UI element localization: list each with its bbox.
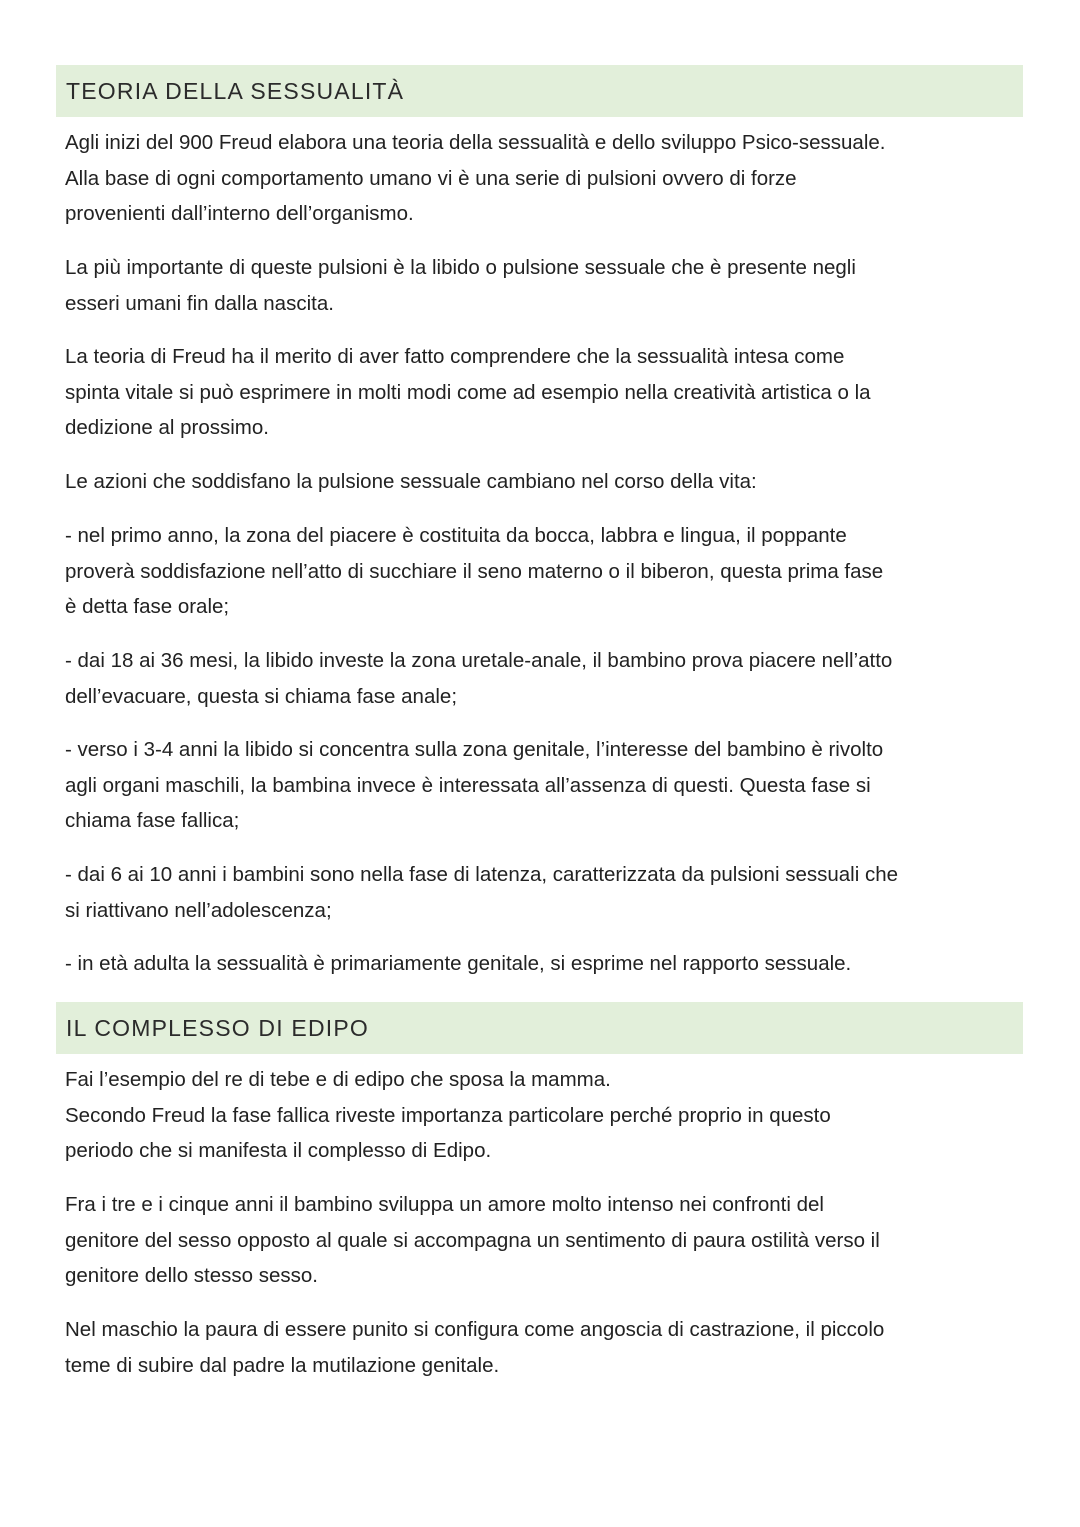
text-line: - nel primo anno, la zona del piacere è costituita da bocca, labbra e lingua, il poppante <box>65 524 847 547</box>
text-line: Nel maschio la paura di essere punito si configura come angoscia di castrazione, il piccolo <box>65 1318 885 1341</box>
section-heading-text: IL COMPLESSO DI EDIPO <box>66 1014 369 1041</box>
text-line: esseri umani fin dalla nascita. <box>65 291 334 315</box>
list-item-eta-adulta <box>65 946 1010 982</box>
text-line: La teoria di Freud ha il merito di aver fatto comprendere che la sessualità intesa come <box>65 345 845 368</box>
text-line: - dai 6 ai 10 anni i bambini sono nella fase di latenza, caratterizzata da pulsioni sessuali che <box>65 863 899 886</box>
text-line: teme di subire dal padre la mutilazione genitale. <box>65 1353 500 1377</box>
text-line: Alla base di ogni comportamento umano vi è una serie di pulsioni ovvero di forze <box>65 166 797 190</box>
text-line: è detta fase orale; <box>65 595 230 618</box>
paragraph <box>65 339 1010 446</box>
text-line: - verso i 3-4 anni la libido si concentra sulla zona genitale, l’interesse del bambino è rivolto <box>65 738 884 761</box>
text-line: chiama fase fallica; <box>65 809 240 832</box>
text-line: genitore del sesso opposto al quale si accompagna un sentimento di paura ostilità verso il <box>65 1228 880 1252</box>
text-line: spinta vitale si può esprimere in molti modi come ad esempio nella creatività artistica o la <box>65 380 871 404</box>
text-line: - dai 18 ai 36 mesi, la libido investe la zona uretale-anale, il bambino prova piacere nell’atto <box>65 649 893 672</box>
text-line: provenienti dall’interno dell’organismo. <box>65 202 414 225</box>
text-line: Secondo Freud la fase fallica riveste importanza particolare perché proprio in questo <box>65 1103 831 1127</box>
text-line: dedizione al prossimo. <box>65 416 269 439</box>
text-line: si riattivano nell’adolescenza; <box>65 898 332 922</box>
list-item-fase-orale <box>65 518 1010 625</box>
text-line: Le azioni che soddisfano la pulsione sessuale cambiano nel corso della vita: <box>65 470 757 493</box>
text-line: periodo che si manifesta il complesso di Edipo. <box>65 1139 492 1162</box>
paragraph <box>65 1312 1010 1383</box>
text-line: Fra i tre e i cinque anni il bambino sviluppa un amore molto intenso nei confronti del <box>65 1193 824 1216</box>
paragraph <box>65 464 1010 500</box>
paragraph <box>65 1062 1010 1169</box>
text-line: dell’evacuare, questa si chiama fase anale; <box>65 684 458 708</box>
text-line: La più importante di queste pulsioni è la libido o pulsione sessuale che è presente negli <box>65 256 856 279</box>
section-heading-edipo <box>56 1002 1023 1054</box>
list-item-fase-fallica <box>65 732 1010 839</box>
text-line: Fai l’esempio del re di tebe e di edipo che sposa la mamma. <box>65 1068 611 1091</box>
text-line: - in età adulta la sessualità è primariamente genitale, si esprime nel rapporto sessuale. <box>65 952 852 975</box>
text-line: proverà soddisfazione nell’atto di succhiare il seno materno o il biberon, questa prima fase <box>65 559 884 583</box>
paragraph <box>65 125 1010 232</box>
section-heading-text: TEORIA DELLA SESSUALITÀ <box>66 77 405 104</box>
list-item-fase-latenza <box>65 857 1010 928</box>
paragraph <box>65 1187 1010 1294</box>
text-line: Agli inizi del 900 Freud elabora una teoria della sessualità e dello sviluppo Psico-sessuale. <box>65 131 886 154</box>
text-line: agli organi maschili, la bambina invece è interessata all’assenza di questi. Questa fase si <box>65 773 871 797</box>
section-heading-teoria <box>56 65 1023 117</box>
text-line: genitore dello stesso sesso. <box>65 1264 318 1287</box>
paragraph <box>65 250 1010 321</box>
list-item-fase-anale <box>65 643 1010 714</box>
